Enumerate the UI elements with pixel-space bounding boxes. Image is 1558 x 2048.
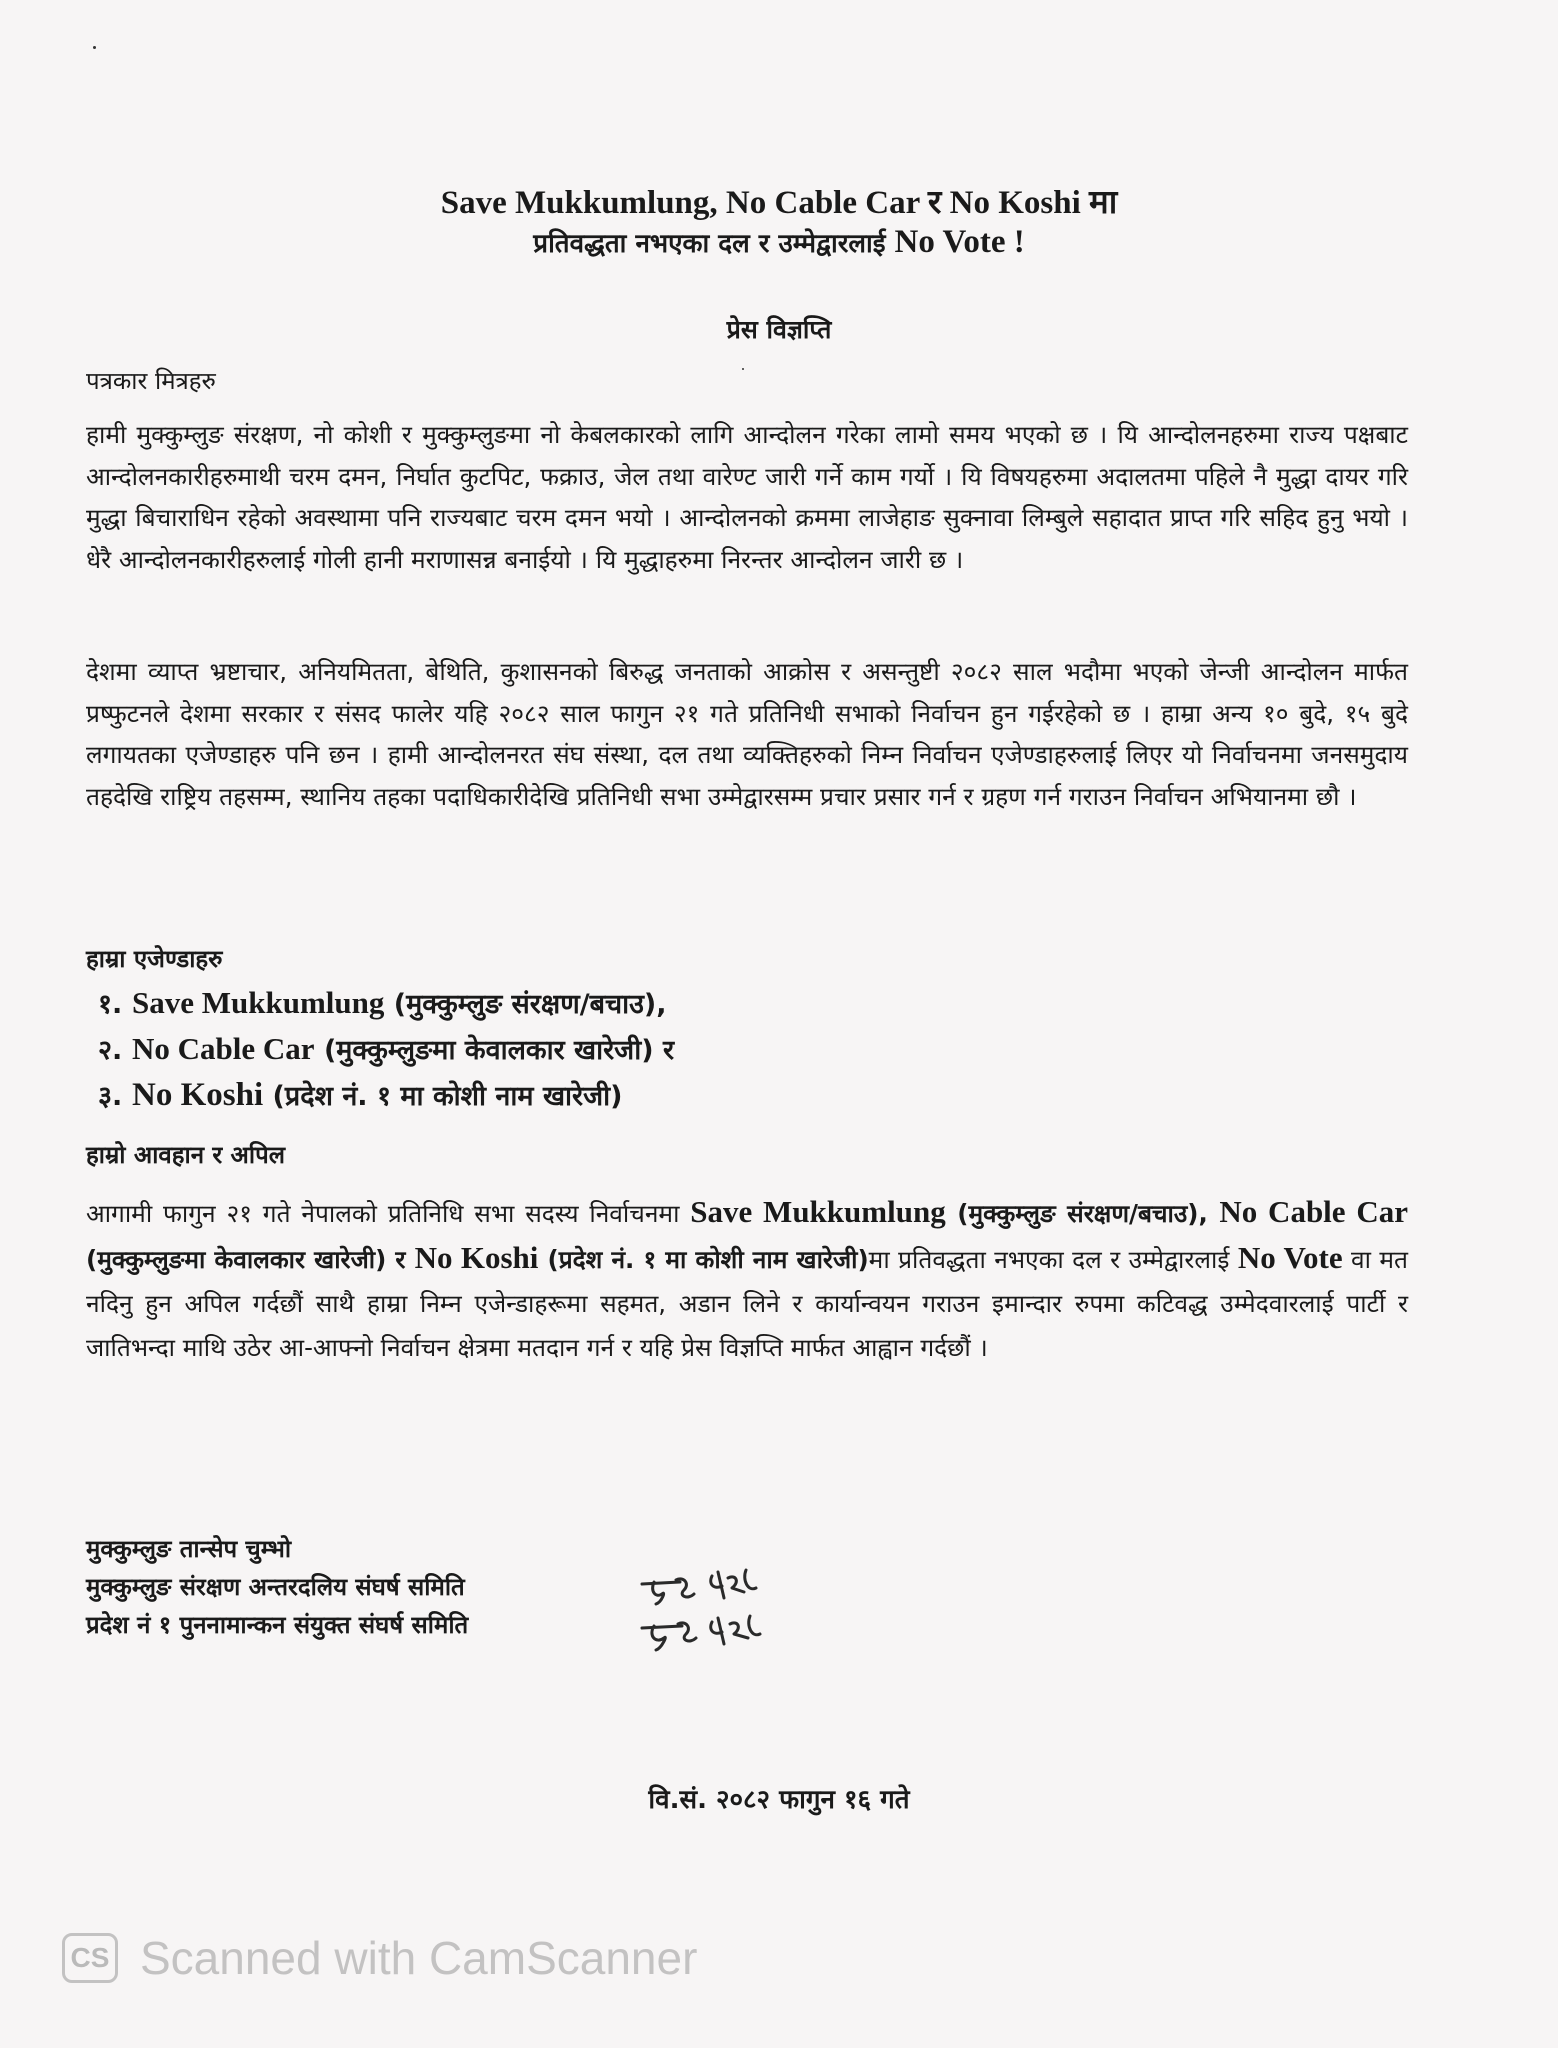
- signatory-3: प्रदेश नं १ पुननामान्कन संयुक्त संघर्ष समिति: [86, 1611, 469, 1639]
- subtitle-no-vote: No Vote !: [894, 224, 1025, 260]
- signatory-1: मुक्कुम्लुङ तान्सेप चुम्भो: [86, 1535, 292, 1563]
- agenda-list: [98, 980, 674, 1118]
- agenda-heading: हाम्रा एजेण्डाहरु: [86, 945, 223, 973]
- camscanner-logo-icon: CS: [62, 1933, 118, 1983]
- document-title: Save Mukkumlung, No Cable Car र No Koshi मा: [440, 185, 1118, 221]
- paragraph-election-context: देशमा व्याप्त भ्रष्टाचार, अनियमितता, बेथिति, कुशासनको बिरुद्ध जनताको आक्रोस र असन्तुष्टी २०८२ साल भदौमा भएको जेन्जी आन्दोलन मार्फत प्रष्फुटनले देशमा सरकार र संसद फालेर यहि २०८२ साल फागुन २१ गते प्रतिनिधी सभाको निर्वाचन हुन गईरहेको छ । हाम्रा अन्य १० बुदे, १५ बुदे लगायतका एजेण्डाहरु पनि छन । हामी आन्दोलनरत संघ संस्था, दल तथा व्यक्तिहरुको निम्न निर्वाचन एजेण्डाहरुलाई लिएर यो निर्वाचनमा जनसमुदाय तहदेखि राष्ट्रिय तहसम्म, स्थानिय तहका पदाधिकारीदेखि प्रतिनिधी सभा उम्मेद्वारसम्म प्रचार प्रसार गर्न र ग्रहण गर्न गराउन निर्वाचन अभियानमा छौ ।: [86, 657, 1408, 811]
- agenda-item-no-koshi: ३. No Koshi (प्रदेश नं. १ मा कोशी नाम खारेजी): [98, 1077, 623, 1113]
- appeal-heading: हाम्रो आवहान र अपिल: [86, 1141, 286, 1169]
- agenda-item-no-cable-car: २. No Cable Car (मुक्कुम्लुङमा केवालकार खारेजी) र: [98, 1031, 674, 1066]
- press-release-heading: प्रेस विज्ञप्ति: [726, 315, 832, 344]
- paragraph-appeal: आगामी फागुन २१ गते नेपालको प्रतिनिधि सभा सदस्य निर्वाचनमा Save Mukkumlung (मुक्कुम्लुङ संरक्षण/बचाउ), No Cable Car (मुक्कुम्लुङमा केवालकार खारेजी) र No Koshi (प्रदेश नं. १ मा कोशी नाम खारेजी)मा प्रतिवद्धता नभएका दल र उम्मेद्वारलाई No Vote वा मत नदिनु हुन अपिल गर्दछौं साथै हाम्रा निम्न एजेन्डाहरूमा सहमत, अडान लिने र कार्यान्वयन गराउन इमान्दार रुपमा कटिवद्ध उम्मेदवारलाई पार्टी र जातिभन्दा माथि उठेर आ-आफ्नो निर्वाचन क्षेत्रमा मतदान गर्न र यहि प्रेस विज्ञप्ति मार्फत आह्वान गर्दछौं ।: [86, 1194, 1408, 1362]
- handwritten-signature: [632, 1562, 802, 1662]
- subtitle-nepali: प्रतिवद्धता नभएका दल र उम्मेद्वारलाई: [533, 229, 895, 259]
- signatory-block: [86, 1530, 468, 1644]
- scan-speck: [742, 368, 744, 370]
- signatory-2: मुक्कुम्लुङ संरक्षण अन्तरदलिय संघर्ष समिति: [86, 1573, 465, 1601]
- camscanner-watermark: [62, 1928, 697, 1988]
- agenda-item-save-mukkumlung: १. Save Mukkumlung (मुक्कुम्लुङ संरक्षण/बचाउ),: [98, 985, 667, 1020]
- document-subtitle: [0, 224, 1558, 261]
- paragraph-movement-history: हामी मुक्कुम्लुङ संरक्षण, नो कोशी र मुक्कुम्लुङमा नो केबलकारको लागि आन्दोलन गरेका लामो समय भएको छ । यि आन्दोलनहरुमा राज्य पक्षबाट आन्दोलनकारीहरुमाथी चरम दमन, निर्घात कुटपिट, फक्राउ, जेल तथा वारेण्ट जारी गर्ने काम गर्यो । यि विषयहरुमा अदालतमा पहिले नै मुद्धा दायर गरि मुद्धा बिचाराधिन रहेको अवस्थामा पनि राज्यबाट चरम दमन भयो । आन्दोलनको क्रममा लाजेहाङ सुक्नावा लिम्बुले सहादात प्राप्त गरि सहिद हुनु भयो । धेरै आन्दोलनकारीहरुलाई गोली हानी मराणासन्न बनाईयो । यि मुद्धाहरुमा निरन्तर आन्दोलन जारी छ ।: [86, 420, 1408, 574]
- watermark-text: Scanned with CamScanner: [140, 1932, 698, 1984]
- document-date: वि.सं. २०८२ फागुन १६ गते: [648, 1785, 910, 1815]
- salutation: पत्रकार मित्रहरु: [86, 367, 216, 395]
- scan-speck: [93, 46, 96, 49]
